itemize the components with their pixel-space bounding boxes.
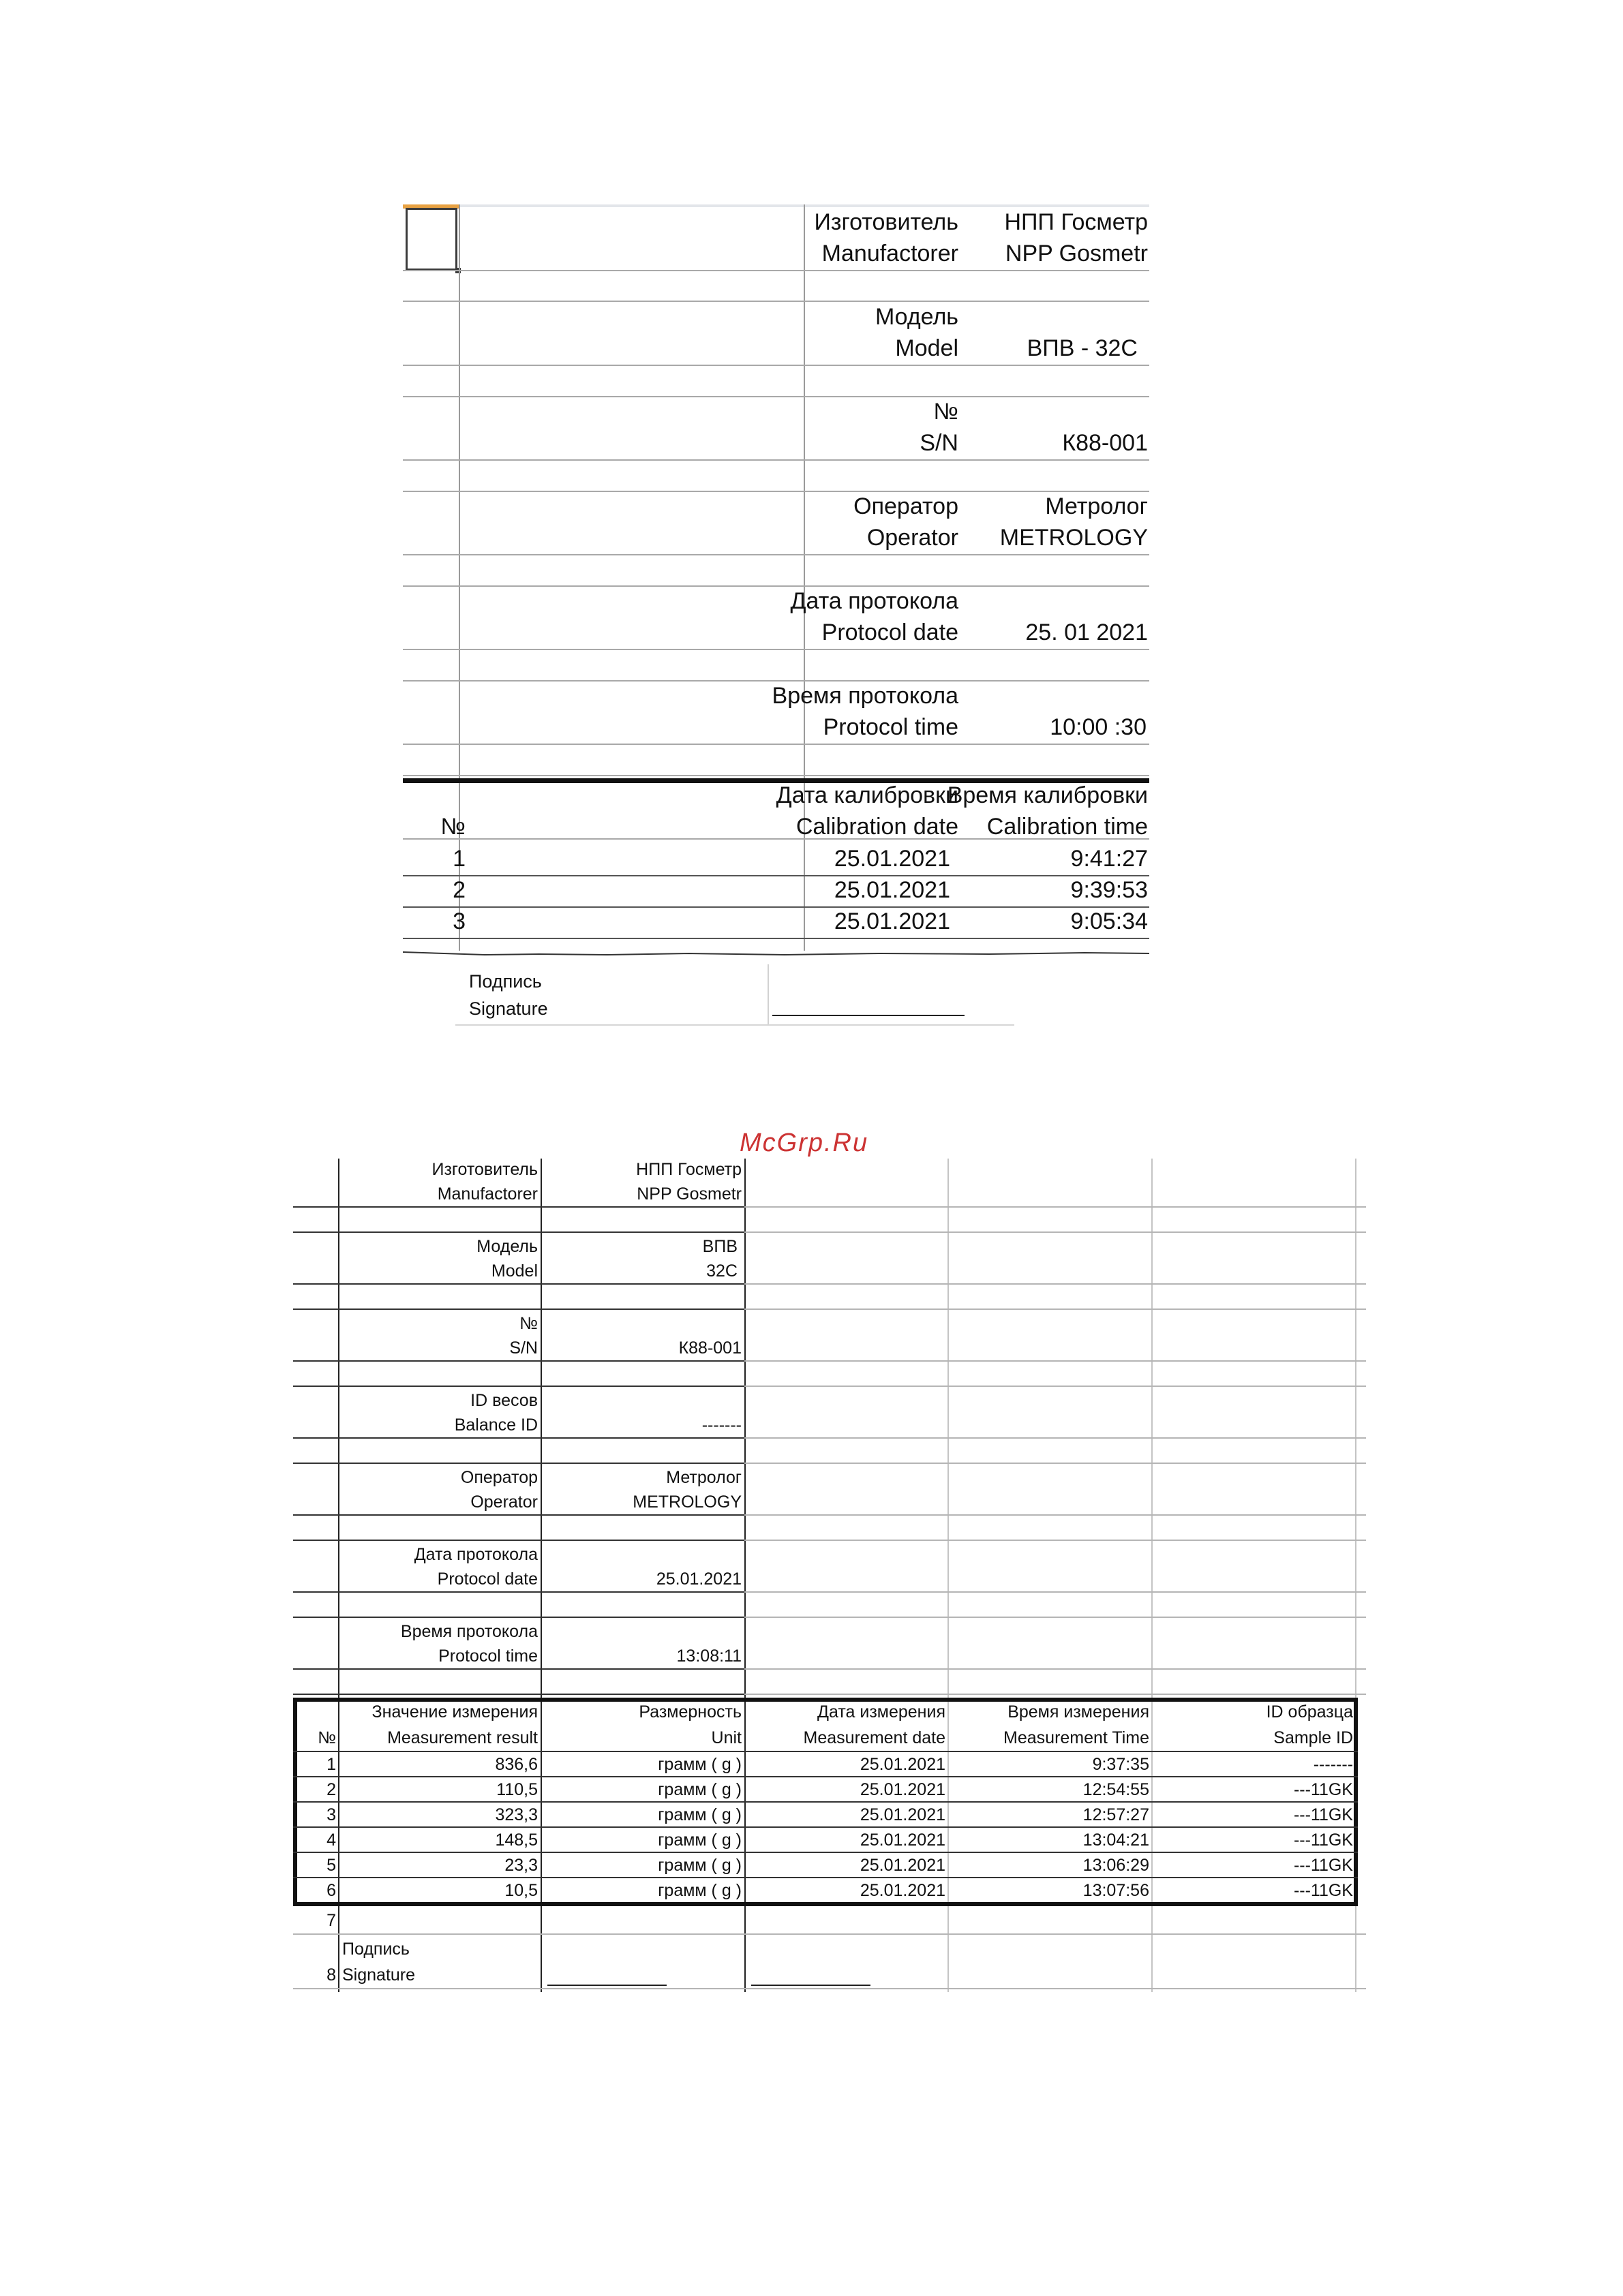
calibration-date-header-ru: Дата калибровки <box>776 782 958 808</box>
row-unit: грамм ( g ) <box>658 1856 742 1875</box>
row-divider <box>403 649 1149 650</box>
row-divider <box>403 396 1149 397</box>
calibration-protocol-table <box>403 204 1149 961</box>
row-unit: грамм ( g ) <box>658 1805 742 1824</box>
row-divider <box>293 1231 744 1233</box>
protocol-date-value: 25.01.2021 <box>656 1570 742 1589</box>
row-divider <box>403 906 1149 908</box>
serial-label-en: S/N <box>920 430 958 456</box>
manufacturer-value-en: NPP Gosmetr <box>1005 241 1148 266</box>
manufacturer-label-en: Manufactorer <box>821 241 958 266</box>
row-divider <box>744 1668 1366 1670</box>
protocol-time-label-ru: Время протокола <box>400 1622 538 1641</box>
model-label-ru: Модель <box>875 304 958 330</box>
row-divider <box>403 365 1149 366</box>
row-divider <box>293 1776 1358 1777</box>
protocol-date-label-en: Protocol date <box>821 619 958 645</box>
row-divider <box>293 1933 1366 1935</box>
header-result-ru: Значение измерения <box>371 1702 538 1721</box>
row-divider <box>293 1463 744 1464</box>
row-result: 110,5 <box>496 1780 538 1799</box>
row-divider <box>293 1826 1358 1828</box>
row-divider <box>293 1283 744 1285</box>
row-time: 13:04:21 <box>1082 1831 1149 1850</box>
row-num: 1 <box>327 1755 336 1774</box>
calibration-date-header-en: Calibration date <box>795 814 958 840</box>
row-date: 25.01.2021 <box>860 1780 945 1799</box>
header-unit-ru: Размерность <box>639 1702 742 1721</box>
calibration-row-num: 2 <box>453 877 466 903</box>
calibration-row-time: 9:05:34 <box>1070 908 1148 934</box>
row-num: 2 <box>327 1780 336 1799</box>
header-time-ru: Время измерения <box>1007 1702 1149 1721</box>
operator-value-ru: Метролог <box>1045 493 1148 519</box>
torn-edge-line <box>403 951 1149 956</box>
manufacturer-label-ru: Изготовитель <box>431 1160 538 1179</box>
row-divider <box>403 270 1149 271</box>
row-divider <box>744 1617 1366 1618</box>
operator-label-en: Operator <box>866 525 958 551</box>
signature-line[interactable] <box>547 1985 667 1986</box>
row-num: 7 <box>327 1911 336 1930</box>
row-time: 13:07:56 <box>1082 1881 1149 1900</box>
row-divider <box>293 1988 1366 1989</box>
row-result: 836,6 <box>495 1755 538 1774</box>
row-divider <box>744 1231 1366 1233</box>
operator-value-en: METROLOGY <box>999 525 1148 551</box>
manufacturer-label-ru: Изготовитель <box>814 209 958 235</box>
calibration-row-date: 25.01.2021 <box>834 846 950 872</box>
protocol-time-label-en: Protocol time <box>438 1647 538 1666</box>
row-divider <box>293 1308 744 1310</box>
serial-label-ru: № <box>933 399 958 425</box>
signature-block-1 <box>455 964 1014 1026</box>
row-divider <box>293 1668 744 1670</box>
manufacturer-value-en: NPP Gosmetr <box>637 1184 742 1204</box>
row-num: 6 <box>327 1881 336 1900</box>
row-divider <box>293 1877 1358 1878</box>
row-divider <box>293 1360 744 1362</box>
row-time: 12:57:27 <box>1082 1805 1149 1824</box>
row-num: 5 <box>327 1856 336 1875</box>
row-divider <box>744 1463 1366 1464</box>
row-divider <box>744 1694 1366 1695</box>
row-divider <box>403 491 1149 492</box>
model-label-ru: Модель <box>476 1237 538 1256</box>
row-divider <box>744 1308 1366 1310</box>
watermark: McGrp.Ru <box>740 1129 869 1157</box>
calibration-num-header: № <box>440 814 466 840</box>
row-num: 4 <box>327 1831 336 1850</box>
row-num: 3 <box>327 1805 336 1824</box>
row-divider <box>403 938 1149 939</box>
row-sample-id: ------- <box>1313 1755 1353 1774</box>
header-result-en: Measurement result <box>387 1728 538 1747</box>
row-result: 323,3 <box>495 1805 538 1824</box>
row-unit: грамм ( g ) <box>658 1881 742 1900</box>
row-unit: грамм ( g ) <box>658 1755 742 1774</box>
calibration-row-date: 25.01.2021 <box>834 908 950 934</box>
serial-label-ru: № <box>519 1314 538 1333</box>
header-num: № <box>318 1728 336 1747</box>
protocol-time-value: 13:08:11 <box>676 1647 742 1666</box>
row-divider <box>293 1206 744 1208</box>
row-unit: грамм ( g ) <box>658 1831 742 1850</box>
calibration-time-header-en: Calibration time <box>986 814 1148 840</box>
model-value: ВПВ - 32С <box>1027 335 1138 361</box>
operator-label-ru: Оператор <box>853 493 958 519</box>
header-sample-ru: ID образца <box>1266 1702 1353 1721</box>
balance-id-label-en: Balance ID <box>454 1415 538 1435</box>
signature-label-ru: Подпись <box>342 1940 410 1959</box>
row-date: 25.01.2021 <box>860 1755 945 1774</box>
row-result: 148,5 <box>495 1831 538 1850</box>
row-divider <box>744 1360 1366 1362</box>
row-divider <box>293 1694 744 1695</box>
row-divider <box>293 1540 744 1541</box>
balance-id-label-ru: ID весов <box>470 1391 538 1410</box>
signature-line[interactable] <box>751 1985 870 1986</box>
serial-value: К88-001 <box>1062 430 1148 456</box>
measurement-protocol-table <box>293 1152 1366 1990</box>
row-divider <box>744 1514 1366 1516</box>
model-label-en: Model <box>895 335 958 361</box>
row-unit: грамм ( g ) <box>658 1780 742 1799</box>
row-sample-id: ---11GK <box>1293 1780 1353 1799</box>
header-unit-en: Unit <box>711 1728 742 1747</box>
protocol-time-label-ru: Время протокола <box>772 683 958 709</box>
protocol-time-value: 10:00 :30 <box>1050 714 1147 740</box>
row-divider <box>293 1751 1358 1752</box>
header-date-ru: Дата измерения <box>817 1702 945 1721</box>
selected-cell[interactable] <box>406 208 457 271</box>
signature-label-en: Signature <box>469 998 548 1019</box>
row-result: 23,3 <box>504 1856 538 1875</box>
model-value-1: ВПВ <box>702 1237 738 1256</box>
row-date: 25.01.2021 <box>860 1831 945 1850</box>
row-sample-id: ---11GK <box>1293 1881 1353 1900</box>
balance-id-value: ------- <box>701 1415 742 1435</box>
row-divider <box>403 459 1149 461</box>
row-divider <box>744 1283 1366 1285</box>
calibration-row-time: 9:41:27 <box>1070 846 1148 872</box>
signature-line[interactable] <box>772 1015 965 1016</box>
header-sample-en: Sample ID <box>1273 1728 1353 1747</box>
protocol-date-value: 25. 01 2021 <box>1025 619 1148 645</box>
row-time: 12:54:55 <box>1082 1780 1149 1799</box>
calibration-row-num: 1 <box>453 846 466 872</box>
row-divider <box>744 1591 1366 1593</box>
column-divider <box>768 964 769 1026</box>
row-divider <box>744 1540 1366 1541</box>
row-time: 13:06:29 <box>1082 1856 1149 1875</box>
calibration-time-header-ru: Время калибровки <box>947 782 1148 808</box>
calibration-row-time: 9:39:53 <box>1070 877 1148 903</box>
row-sample-id: ---11GK <box>1293 1805 1353 1824</box>
serial-value: К88-001 <box>678 1338 742 1358</box>
model-value-2: 32С <box>706 1261 738 1281</box>
operator-value-ru: Метролог <box>666 1468 742 1487</box>
protocol-time-label-en: Protocol time <box>823 714 958 740</box>
row-date: 25.01.2021 <box>860 1805 945 1824</box>
row-divider <box>293 1852 1358 1853</box>
row-divider <box>293 1386 744 1387</box>
row-divider <box>744 1386 1366 1387</box>
row-time: 9:37:35 <box>1092 1755 1149 1774</box>
header-date-en: Measurement date <box>803 1728 945 1747</box>
row-sample-id: ---11GK <box>1293 1856 1353 1875</box>
manufacturer-value-ru: НПП Госметр <box>1004 209 1148 235</box>
row-divider <box>744 1437 1366 1439</box>
row-date: 25.01.2021 <box>860 1881 945 1900</box>
calibration-row-num: 3 <box>453 908 466 934</box>
row-sample-id: ---11GK <box>1293 1831 1353 1850</box>
operator-label-ru: Оператор <box>460 1468 538 1487</box>
row-divider <box>293 1617 744 1618</box>
protocol-date-label-ru: Дата протокола <box>790 588 958 614</box>
operator-label-en: Operator <box>470 1493 538 1512</box>
manufacturer-value-ru: НПП Госметр <box>636 1160 742 1179</box>
row-divider <box>403 744 1149 745</box>
row-divider <box>293 1437 744 1439</box>
row-divider <box>293 1591 744 1593</box>
manufacturer-label-en: Manufactorer <box>437 1184 538 1204</box>
header-time-en: Measurement Time <box>1003 1728 1149 1747</box>
protocol-date-label-ru: Дата протокола <box>414 1545 538 1564</box>
row-divider <box>455 1024 1014 1026</box>
model-label-en: Model <box>491 1261 538 1281</box>
row-divider <box>403 554 1149 555</box>
row-divider <box>403 875 1149 876</box>
signature-label-en: Signature <box>342 1965 416 1985</box>
row-divider <box>293 1801 1358 1803</box>
protocol-date-label-en: Protocol date <box>437 1570 538 1589</box>
row-date: 25.01.2021 <box>860 1856 945 1875</box>
serial-label-en: S/N <box>509 1338 538 1358</box>
calibration-row-date: 25.01.2021 <box>834 877 950 903</box>
row-divider <box>403 775 1149 776</box>
row-result: 10,5 <box>504 1881 538 1900</box>
row-divider <box>744 1206 1366 1208</box>
operator-value-en: METROLOGY <box>633 1493 742 1512</box>
signature-label-ru: Подпись <box>469 971 542 992</box>
row-divider <box>293 1514 744 1516</box>
row-divider <box>403 301 1149 302</box>
row-divider <box>403 585 1149 587</box>
row-num: 8 <box>327 1965 336 1985</box>
